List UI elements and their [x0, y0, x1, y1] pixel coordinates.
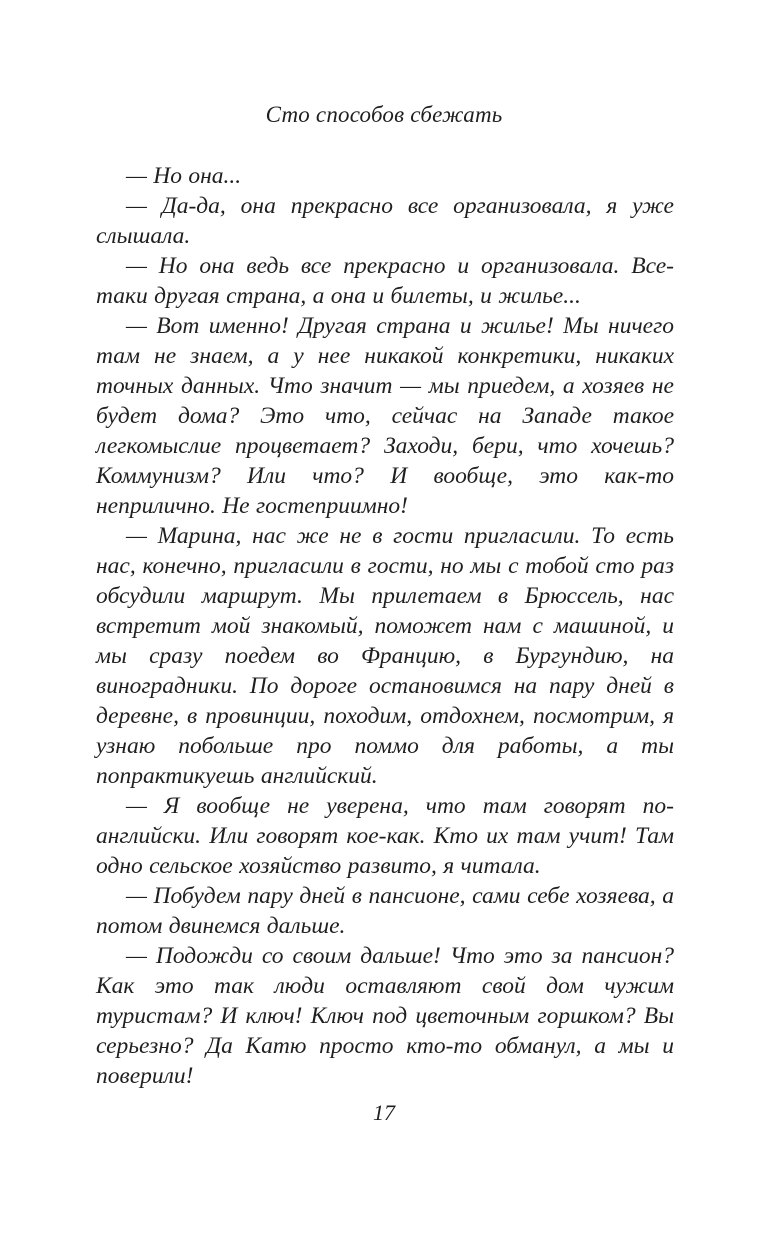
- paragraph-3: — Но она ведь все прекрасно и организовала. Все-таки другая страна, а она и билеты, и жилье...: [96, 253, 674, 309]
- paragraph-6: — Я вообще не уверена, что там говорят по-английски. Или говорят кое-как. Кто их там учит! Там одно сельское хозяйство развито, я читала.: [96, 793, 674, 879]
- paragraph-8: — Подожди со своим дальше! Что это за пансион? Как это так люди оставляют свой дом чужим туристам? И ключ! Ключ под цветочным горшком? Вы серьезно? Да Катю просто кто-то обманул, а мы и поверили!: [96, 943, 674, 1089]
- paragraph-2: — Да-да, она прекрасно все организовала, я уже слышала.: [96, 193, 674, 249]
- paragraph-5: — Марина, нас же не в гости пригласили. То есть нас, конечно, пригласили в гости, но мы с тобой сто раз обсудили маршрут. Мы прилетаем в Брюссель, нас встретит мой знакомый, поможет нам с машиной, и мы сразу поедем во Францию, в Бургундию, на виноградники. По дороге остановимся на пару дней в деревне, в провинции, походим, отдохнем, посмотрим, я узнаю побольше про поммо для работы, а ты попрактикуешь английский.: [96, 523, 674, 789]
- paragraph-7: — Побудем пару дней в пансионе, сами себе хозяева, а потом двинемся дальше.: [96, 883, 674, 939]
- body-text: [96, 161, 674, 1091]
- paragraph-4: — Вот именно! Другая страна и жилье! Мы ничего там не знаем, а у нее никакой конкретики, никаких точных данных. Что значит — мы приедем, а хозяев не будет дома? Это что, сейчас на Западе такое легкомыслие процветает? Заходи, бери, что хочешь? Коммунизм? Или что? И вообще, это как-то неприлично. Не гостеприимно!: [96, 313, 674, 519]
- paragraph-1: — Но она...: [126, 163, 242, 189]
- page-number: 17: [373, 1100, 395, 1125]
- running-header: Сто способов сбежать: [265, 102, 503, 127]
